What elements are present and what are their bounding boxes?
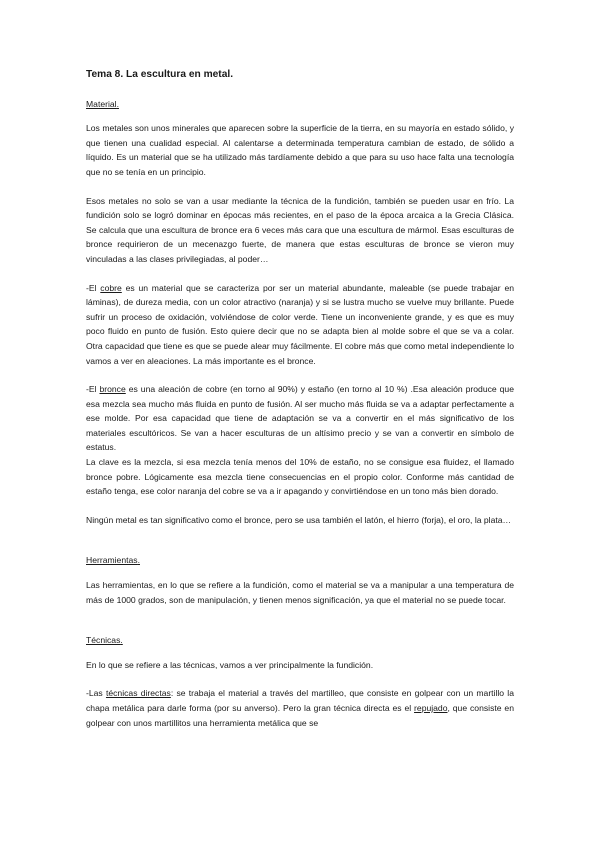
term-cobre: cobre <box>100 282 122 293</box>
paragraph-text: es una aleación de cobre (en torno al 90%) y estaño (en torno al 10 %) .Esa aleación produce que esa mezcla sea mucho más fluida en punto de fusión. Al ser mucho más fluida se va a adaptar perfectamente a ese molde. Por esa capacidad que tiene de adaptación se va a convertir en el más significativo de los materiales escultóricos. Se van a hacer esculturas de un altísimo precio y se van a convertir en símbolo de estatus. <box>86 384 514 453</box>
term-tecnicas-directas: técnicas directas <box>105 688 171 699</box>
paragraph-cobre <box>86 281 514 369</box>
paragraph-bronce <box>86 382 514 455</box>
paragraph-tecnicas-intro: En lo que se refiere a las técnicas, vamos a ver principalmente la fundición. <box>86 659 374 670</box>
paragraph-tecnicas-directas <box>86 686 514 730</box>
term-repujado: repujado <box>414 703 448 713</box>
heading-text: Técnicas <box>86 635 121 646</box>
paragraph-fundicion: Esos metales no solo se van a usar mediante la técnica de la fundición, también se pueden usar en frío. La fundición solo se logró dominar en épocas más recientes, en el paso de la época arcaica a la Grecia Clásica. Se calcula que una escultura de bronce era 6 veces más cara que una escultura de mármol. Esas esculturas de bronce requirieron de un mecenazgo fuerte, de manera que estas esculturas de bronce se vieron muy vinculadas a las clases privilegiadas, al poder… <box>86 195 514 264</box>
paragraph-prefix: -Las <box>86 688 106 699</box>
paragraph-otros-metales: Ningún metal es tan significativo como el bronce, pero se usa también el latón, el hierro (forja), el oro, la plata… <box>86 514 512 525</box>
term-bronce: bronce <box>99 384 126 395</box>
heading-text: Material <box>86 98 117 109</box>
paragraph-metales: Los metales son unos minerales que aparecen sobre la superficie de la tierra, en su mayoría en estado sólido, y que tienen una cualidad especial. Al calentarse a determinada temperatura cambian de estado, de sólido a líquido. Es un material que se ha utilizado más tardíamente debido a que para su uso hace falta una tecnología que no se tenía en un principio. <box>86 123 514 177</box>
paragraph-text-continued: , que consiste en golpear con unos martillitos una herramienta metálica que se <box>86 703 514 728</box>
paragraph-text: es un material que se caracteriza por ser un material abundante, maleable (se puede trabajar en láminas), de dureza media, con un color atractivo (naranja) y si se lustra mucho se vuelve muy brillante. Puede sufrir un proceso de oxidación, volviéndose de color verde. Tiene un inconveniente grande, y es que es muy poco fluido en punto de fusión. Esto quiere decir que no se adapta bien al molde sobre el que se va a colar. Otra capacidad que tiene es que se puede alear muy fácilmente. El cobre más que como metal independiente lo vamos a ver en aleaciones. La más importante es el bronce. <box>86 282 514 366</box>
paragraph-prefix: -El <box>86 282 101 293</box>
document-body <box>86 68 514 744</box>
section-heading-herramientas: Herramientas. <box>86 555 140 566</box>
paragraph-herramientas: Las herramientas, en lo que se refiere a la fundición, como el material se va a manipular a una temperatura de más de 1000 grados, son de manipulación, y tienen menos significación, ya que el material no se puede tocar. <box>86 580 514 605</box>
paragraph-text: : se trabaja el material a través del martilleo, que consiste en golpear con un martillo la chapa metálica para darle forma (por su anverso). Pero la gran técnica directa es el <box>86 688 514 713</box>
section-heading-tecnicas: Técnicas. <box>86 635 123 646</box>
heading-text: Herramientas <box>86 555 138 566</box>
paragraph-mezcla: La clave es la mezcla, si esa mezcla tenía menos del 10% de estaño, no se consigue esa fluidez, el llamado bronce pobre. Lógicamente esa mezcla tiene consecuencias en el propio color. Conforme más cantidad de estaño tenga, ese color naranja del cobre se va a ir apagando y convirtiéndose en un tono más bien dorado. <box>86 457 514 497</box>
document-title: Tema 8. La escultura en metal. <box>86 69 234 80</box>
section-heading-material: Material. <box>86 98 119 109</box>
paragraph-prefix: -El <box>86 384 100 395</box>
